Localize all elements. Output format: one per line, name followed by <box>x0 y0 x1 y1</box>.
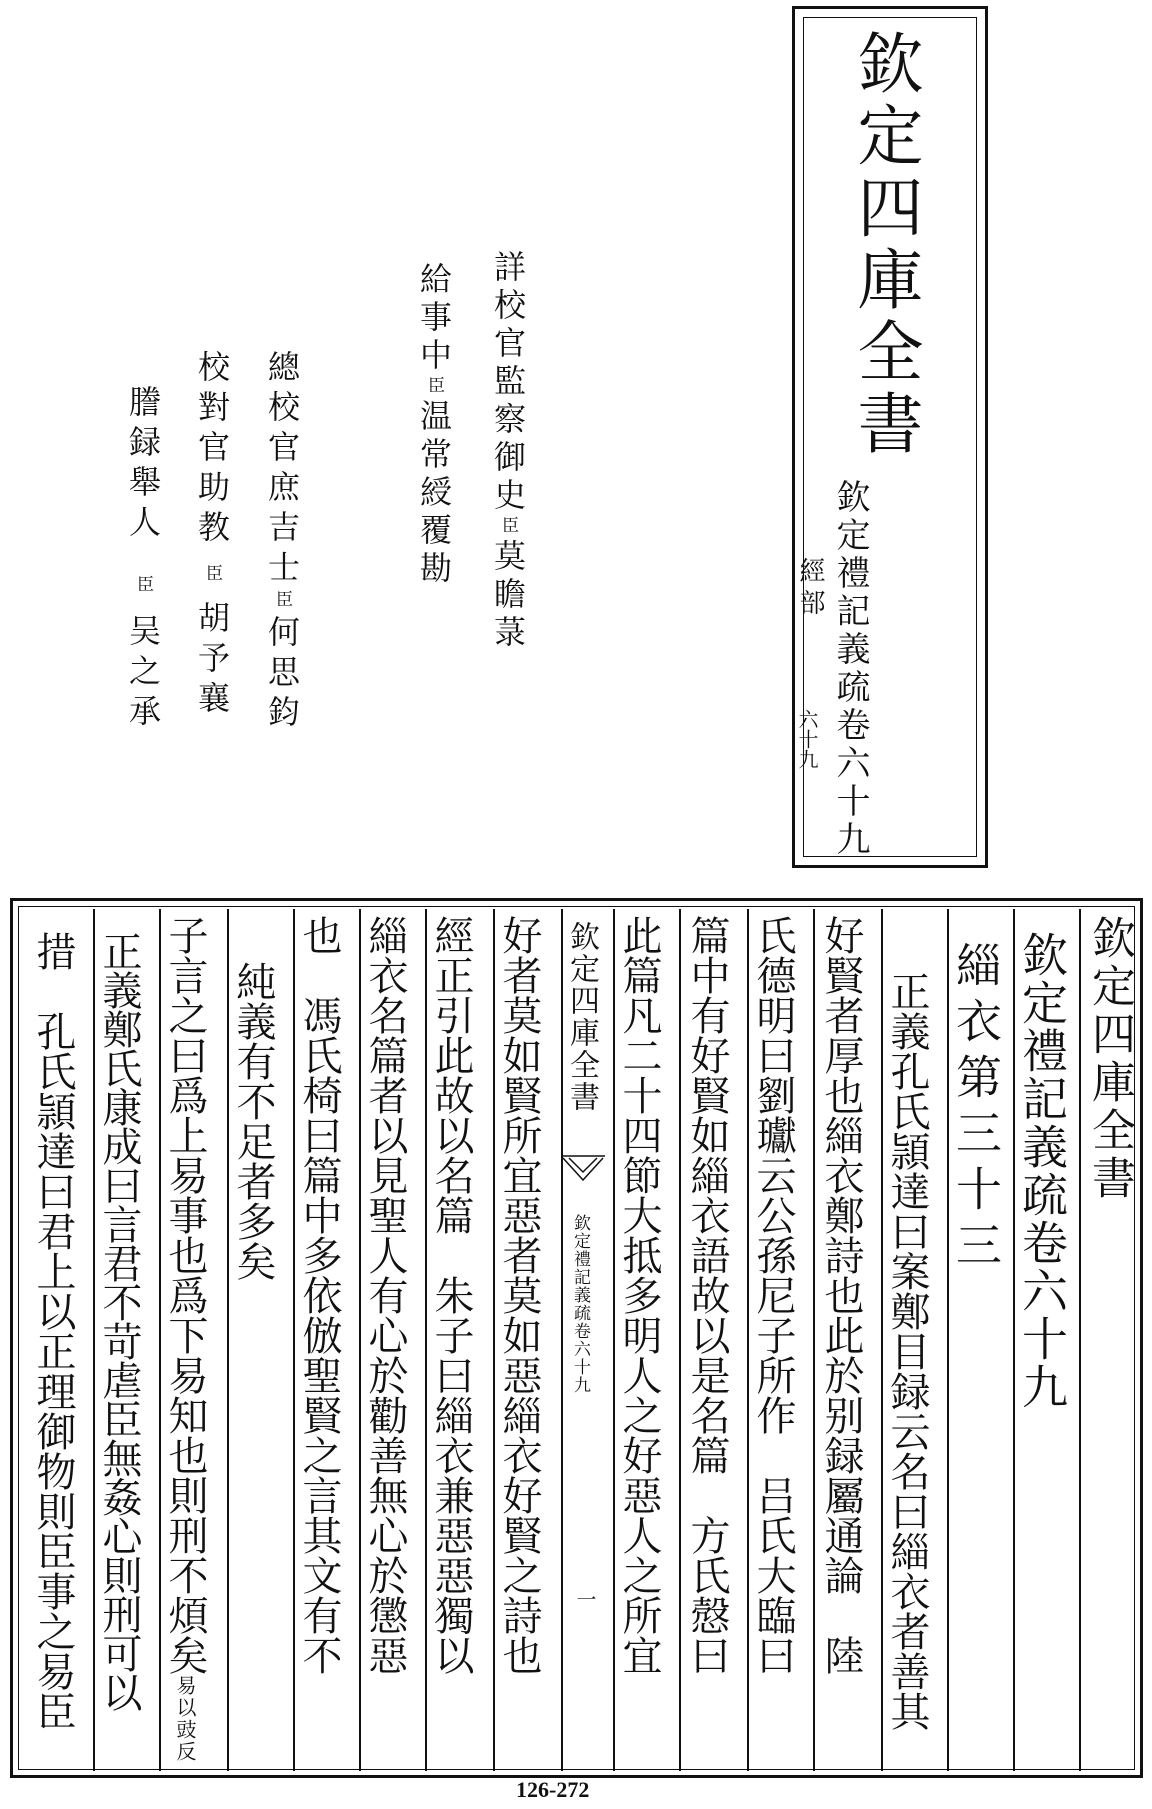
column-rule <box>679 909 681 1771</box>
credit-line-5 <box>124 385 162 734</box>
text-column-1: 正義孔氏頴達曰案鄭目録云名曰緇衣者善其 <box>884 971 930 1731</box>
text-column-13: 措 孔氏頴達曰君上以正理御物則臣事之易臣 <box>30 931 76 1731</box>
credit-name: 何思鈞 <box>263 615 301 735</box>
text-column-6: 好者莫如賢所宜惡者莫如惡緇衣好賢之詩也 <box>496 915 542 1675</box>
fold-band <box>561 909 605 1771</box>
credit-role: 詳校官監察御史 <box>489 250 527 516</box>
text-column-12: 正義鄭氏康成曰言君不苛虐臣無姦心則刑可以 <box>96 931 142 1711</box>
text-frame <box>10 898 1143 1778</box>
text-column-3: 氏德明曰劉瓛云公孫尼子所作 吕氏大臨曰 <box>750 915 796 1675</box>
credit-line-3 <box>263 350 301 735</box>
column-rule <box>227 909 229 1771</box>
credit-marker: 臣 <box>133 575 153 600</box>
chapter-title: 緇衣第三十三 <box>949 941 1003 1277</box>
text-column-10: 純義有不足者多矣 <box>230 961 276 1281</box>
title-slip <box>792 6 988 868</box>
column-rule <box>425 909 427 1771</box>
text-column-11-main: 子言之曰爲上易事也爲下易知也則刑不煩矣 <box>162 915 208 1675</box>
fishtail-mark-icon <box>561 1154 605 1184</box>
column-rule <box>159 909 161 1771</box>
column-rule <box>813 909 815 1771</box>
column-rule <box>747 909 749 1771</box>
credit-marker: 臣 <box>498 516 518 539</box>
credit-line-2 <box>415 262 453 589</box>
column-rule <box>293 909 295 1771</box>
credit-role: 總校官庶吉士 <box>263 350 301 590</box>
column-rule <box>93 909 95 1771</box>
text-column-11 <box>162 915 208 1763</box>
column-rule <box>613 909 615 1771</box>
column-rule <box>881 909 883 1771</box>
credit-name: 温常綬覆勘 <box>415 399 453 589</box>
credit-role: 謄録舉人 <box>124 385 162 545</box>
text-column-8: 緇衣名篇者以見聖人有心於勸善無心於懲惡 <box>362 915 408 1675</box>
slip-category: 經部 <box>795 557 825 621</box>
text-column-7: 經正引此故以名篇 朱子曰緇衣兼惡惡獨以 <box>428 915 474 1675</box>
text-column-9: 也 馮氏椅曰篇中多依倣聖賢之言其文有不 <box>296 915 342 1675</box>
credit-name: 莫瞻菉 <box>489 539 527 653</box>
credit-line-1 <box>489 250 527 653</box>
credit-name: 吴之承 <box>124 614 162 734</box>
credit-marker: 臣 <box>424 376 444 399</box>
fold-page-number: 一 <box>573 1589 597 1609</box>
column-rule <box>359 909 361 1771</box>
text-column-5: 此篇凡二十四節大抵多明人之好惡人之所宜 <box>616 915 662 1675</box>
slip-title: 欽定四庫全書 <box>846 29 923 461</box>
credit-name: 胡予襄 <box>193 601 231 721</box>
text-column-4: 篇中有好賢如緇衣語故以是名篇 方氏慤曰 <box>684 915 730 1675</box>
credit-role: 校對官助教 <box>193 350 231 550</box>
page-number: 126-272 <box>516 1777 590 1802</box>
book-title: 欽定禮記義疏卷六十九 <box>1015 931 1069 1411</box>
fold-title: 欽定四庫全書 <box>564 921 599 1113</box>
credit-marker: 臣 <box>272 590 292 615</box>
text-column-2: 好賢者厚也緇衣鄭詩也此於别録屬通論 陸 <box>818 915 864 1675</box>
fold-subtitle: 欽定禮記義疏卷六十九 <box>570 1214 590 1394</box>
credit-role: 給事中 <box>415 262 453 376</box>
column-rule <box>493 909 495 1771</box>
slip-volume-number: 六十九 <box>795 709 819 769</box>
text-column-11-note: 易以豉反 <box>173 1675 197 1763</box>
slip-volume-title: 欽定禮記義疏卷六十九 <box>830 479 870 859</box>
credit-marker: 臣 <box>202 564 222 589</box>
credit-line-4 <box>193 350 231 721</box>
column-rule <box>1079 909 1081 1771</box>
header-title: 欽定四庫全書 <box>1084 915 1135 1203</box>
